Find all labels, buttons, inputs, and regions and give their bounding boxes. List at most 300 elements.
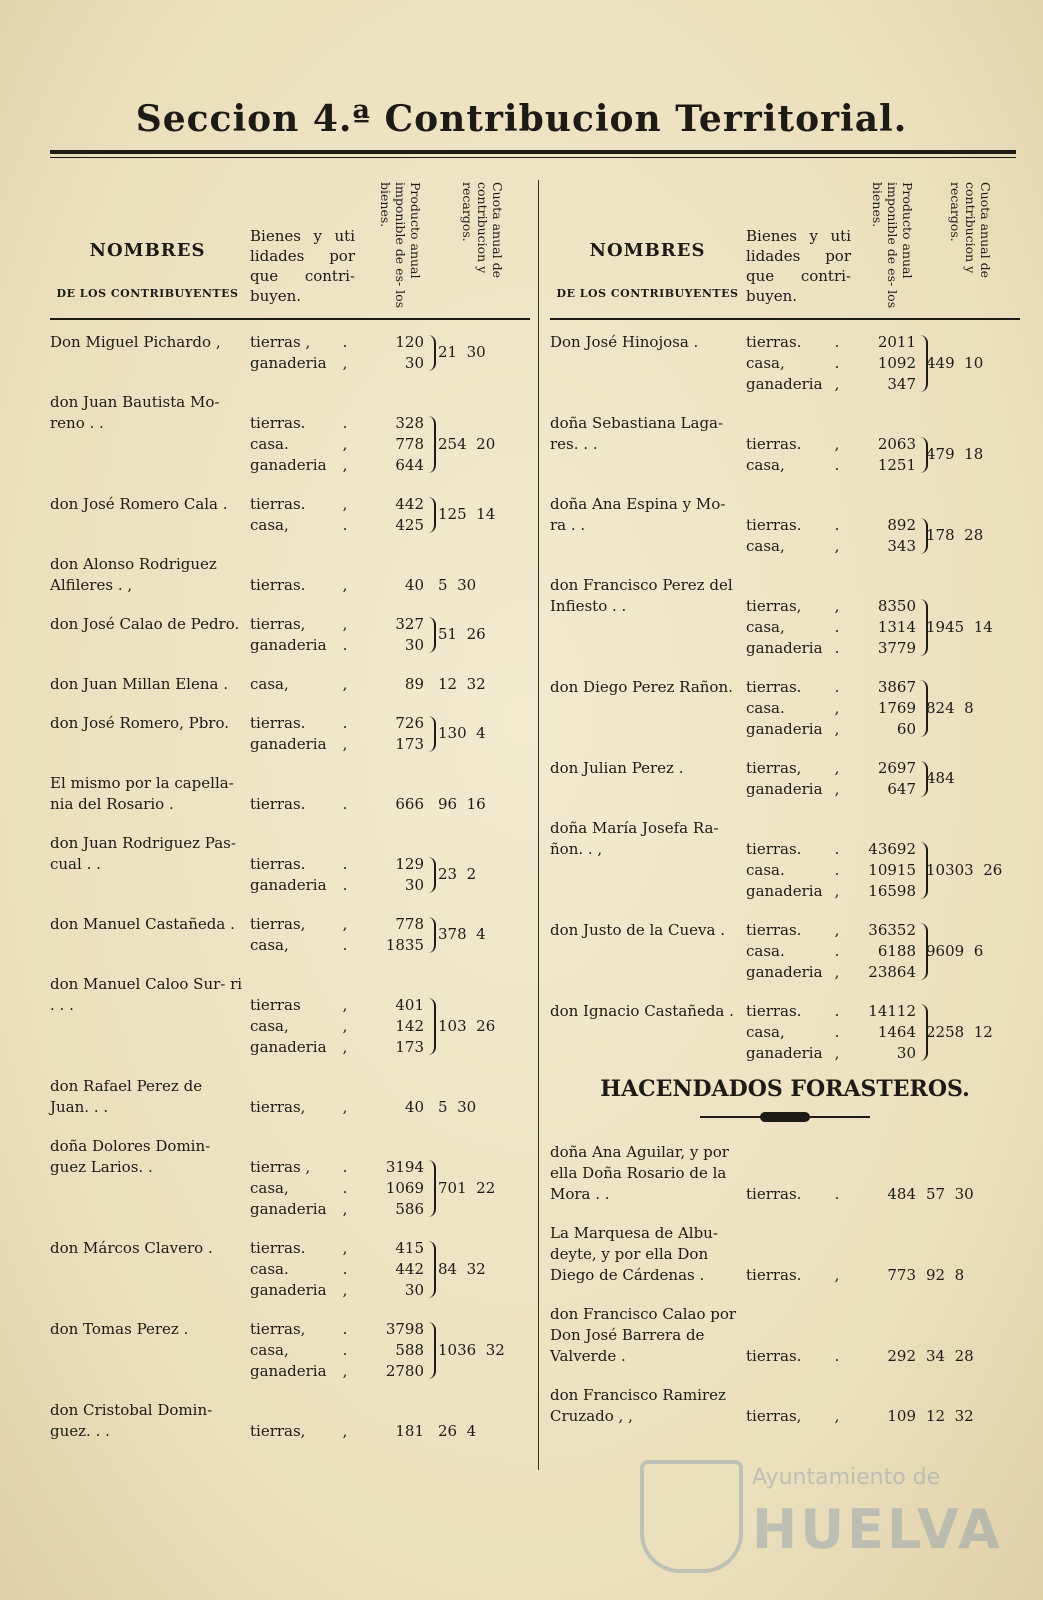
shield-icon	[640, 1460, 743, 1573]
bien-item: ganaderia	[250, 1038, 327, 1056]
right-entry	[550, 818, 1020, 902]
producto-value: 666	[395, 795, 424, 813]
separator-mark: .	[342, 714, 348, 732]
left-entry	[50, 713, 530, 755]
cuota-value: 125 14	[438, 505, 496, 523]
separator-mark: .	[834, 1185, 840, 1203]
right-header	[550, 178, 1020, 320]
separator-mark: ,	[834, 780, 840, 798]
bien-item: tierras,	[746, 759, 802, 777]
separator-mark: ,	[834, 1044, 840, 1062]
producto-value: 347	[887, 375, 916, 393]
left-entry	[50, 773, 530, 815]
contributor-name: don Rafael Perez de Juan. . .	[50, 1077, 203, 1116]
producto-value: 1092	[877, 354, 916, 372]
separator-mark: ,	[342, 1098, 348, 1116]
producto-value: 586	[395, 1200, 424, 1218]
ornament-center	[760, 1112, 810, 1122]
bien-item: casa,	[746, 537, 785, 555]
producto-value: 292	[887, 1347, 916, 1365]
producto-value: 2011	[877, 333, 916, 351]
producto-value: 2780	[385, 1362, 424, 1380]
left-entry	[50, 1319, 530, 1382]
cuota-value: 12 32	[438, 674, 486, 693]
left-entry	[50, 674, 530, 695]
contributor-name: don Francisco Ramirez Cruzado , ,	[550, 1386, 726, 1425]
bien-item: tierras.	[746, 678, 802, 696]
bien-item: tierras,	[250, 915, 306, 933]
brace-mark	[426, 617, 436, 653]
right-entry	[550, 413, 1020, 476]
bien-item: casa,	[746, 618, 785, 636]
producto-value: 181	[395, 1422, 424, 1440]
producto-value: 40	[404, 576, 424, 594]
ornament-divider	[700, 1112, 870, 1122]
bien-item: tierras ,	[250, 333, 311, 351]
left-entry	[50, 1136, 530, 1220]
producto-value: 647	[887, 780, 916, 798]
separator-mark: .	[834, 840, 840, 858]
left-entry	[50, 494, 530, 536]
producto-value: 120	[395, 333, 424, 351]
producto-value: 36352	[868, 921, 916, 939]
producto-value: 773	[887, 1266, 916, 1284]
left-entry	[50, 974, 530, 1058]
forastero-entry	[550, 1304, 1020, 1367]
left-entry	[50, 1400, 530, 1442]
separator-mark: .	[342, 1320, 348, 1338]
contributor-name: don Alonso Rodriguez Alfileres . ,	[50, 555, 217, 594]
separator-mark: ,	[834, 375, 840, 393]
left-entry	[50, 554, 530, 596]
bien-item: casa,	[250, 675, 289, 693]
producto-value: 16598	[868, 882, 916, 900]
bien-item: tierras.	[250, 1239, 306, 1257]
cuota-value: 92 8	[926, 1265, 965, 1284]
separator-mark: ,	[834, 597, 840, 615]
cuota-value: 130 4	[438, 724, 486, 742]
separator-mark: ,	[834, 1407, 840, 1425]
contributor-name: Don José Hinojosa .	[550, 333, 699, 351]
producto-value: 484	[887, 1185, 916, 1203]
contributor-name: doña Ana Espina y Mo- ra . .	[550, 495, 726, 534]
separator-mark: ,	[342, 576, 348, 594]
header-nombres: NOMBRES DE LOS CONTRIBUYENTES	[56, 240, 239, 300]
bien-item: ganaderia	[746, 1044, 823, 1062]
brace-mark	[426, 497, 436, 533]
cuota-value: 34 28	[926, 1346, 974, 1365]
separator-mark: .	[342, 1341, 348, 1359]
producto-value: 778	[395, 435, 424, 453]
bien-item: ganaderia	[250, 1200, 327, 1218]
bien-item: tierras.	[746, 921, 802, 939]
separator-mark: .	[834, 1023, 840, 1041]
separator-mark: .	[342, 1179, 348, 1197]
separator-mark: ,	[342, 1281, 348, 1299]
producto-value: 401	[395, 996, 424, 1014]
separator-mark: .	[834, 861, 840, 879]
separator-mark: ,	[834, 699, 840, 717]
producto-value: 1835	[385, 936, 424, 954]
bien-item: casa,	[250, 1341, 289, 1359]
producto-value: 6188	[877, 942, 916, 960]
bien-item: casa,	[746, 1023, 785, 1041]
bien-item: ganaderia	[250, 876, 327, 894]
bien-item: ganaderia	[746, 720, 823, 738]
right-entry	[550, 1001, 1020, 1064]
separator-mark: ,	[834, 1266, 840, 1284]
separator-mark: ,	[834, 435, 840, 453]
bien-item: tierras.	[746, 1002, 802, 1020]
separator-mark: .	[834, 618, 840, 636]
bien-item: tierras.	[746, 1185, 802, 1203]
contributor-name: La Marquesa de Albu- deyte, y por ella Don Diego de Cárdenas .	[550, 1224, 718, 1284]
bien-item: tierras.	[746, 1266, 802, 1284]
bien-item: tierras.	[746, 516, 802, 534]
brace-mark	[426, 416, 436, 473]
contributor-name: don Juan Millan Elena .	[50, 675, 228, 693]
cuota-value: 10303 26	[926, 860, 1003, 879]
bien-item: casa,	[746, 354, 785, 372]
separator-mark: ,	[342, 1038, 348, 1056]
cuota-value: 1945 14	[926, 617, 993, 636]
separator-mark: ,	[834, 759, 840, 777]
cuota-value: 84 32	[438, 1259, 486, 1278]
bien-item: casa.	[250, 1260, 289, 1278]
separator-mark: ,	[342, 675, 348, 693]
bien-item: ganaderia	[250, 636, 327, 654]
bien-item: tierras,	[250, 1320, 306, 1338]
producto-value: 3798	[385, 1320, 424, 1338]
separator-mark: .	[342, 516, 348, 534]
separator-mark: ,	[834, 882, 840, 900]
bien-item: tierras,	[250, 1098, 306, 1116]
producto-value: 343	[887, 537, 916, 555]
producto-value: 726	[395, 714, 424, 732]
bien-item: tierras.	[746, 1347, 802, 1365]
contributor-name: don Manuel Caloo Sur- ri . . .	[50, 975, 243, 1014]
separator-mark: ,	[342, 435, 348, 453]
forastero-entry	[550, 1385, 1020, 1427]
right-column	[550, 178, 1020, 1425]
producto-value: 142	[395, 1017, 424, 1035]
separator-mark: ,	[342, 495, 348, 513]
right-entry	[550, 677, 1020, 740]
producto-value: 1769	[877, 699, 916, 717]
header-cuota-right: Cuota anual de contribucion y recargos.	[948, 182, 993, 278]
bien-item: tierras,	[746, 597, 802, 615]
bien-item: tierras	[250, 996, 301, 1014]
bien-item: casa,	[746, 456, 785, 474]
producto-value: 778	[395, 915, 424, 933]
bien-item: ganaderia	[250, 456, 327, 474]
producto-value: 2697	[877, 759, 916, 777]
separator-mark: .	[834, 1347, 840, 1365]
contributor-name: doña Sebastiana Laga- res. . .	[550, 414, 724, 453]
cuota-value: 2258 12	[926, 1022, 993, 1041]
contributor-name: don José Romero Cala .	[50, 495, 228, 513]
bien-item: casa.	[746, 699, 785, 717]
header-cuota: Cuota anual de contribucion y recargos.	[460, 182, 505, 278]
header-producto: Producto anual imponible de es- los bienes.	[378, 182, 423, 309]
cuota-value: 57 30	[926, 1184, 974, 1203]
separator-mark: ,	[342, 996, 348, 1014]
bien-item: tierras,	[250, 1422, 306, 1440]
brace-mark	[426, 716, 436, 752]
cuota-value: 26 4	[438, 1421, 477, 1440]
bien-item: tierras.	[250, 576, 306, 594]
cuota-value: 824 8	[926, 698, 974, 717]
bien-item: casa,	[250, 936, 289, 954]
separator-mark: ,	[342, 1239, 348, 1257]
brace-mark	[426, 1241, 436, 1298]
page-title: Seccion 4.ª Contribucion Territorial.	[135, 98, 908, 140]
cuota-value: 51 26	[438, 625, 486, 643]
contributor-name: doña María Josefa Ra- ñon. . ,	[550, 819, 719, 858]
separator-mark: ,	[834, 921, 840, 939]
producto-value: 109	[887, 1407, 916, 1425]
producto-value: 43692	[868, 840, 916, 858]
producto-value: 10915	[868, 861, 916, 879]
bien-item: ganaderia	[746, 963, 823, 981]
cuota-value: 21 30	[438, 343, 486, 361]
bien-item: casa,	[250, 1017, 289, 1035]
right-entry	[550, 575, 1020, 659]
brace-mark	[426, 857, 436, 893]
bien-item: ganaderia	[746, 780, 823, 798]
cuota-value: 254 20	[438, 434, 496, 453]
producto-value: 14112	[868, 1002, 916, 1020]
forasteros-title: HACENDADOS FORASTEROS.	[600, 1076, 970, 1102]
producto-value: 442	[395, 1260, 424, 1278]
separator-mark: .	[834, 354, 840, 372]
watermark-line2: HUELVA	[752, 1498, 1003, 1561]
watermark-line1: Ayuntamiento de	[752, 1465, 941, 1490]
left-entry	[50, 833, 530, 896]
left-entry	[50, 392, 530, 476]
right-entry	[550, 758, 1020, 800]
left-entry	[50, 914, 530, 956]
producto-value: 3867	[877, 678, 916, 696]
separator-mark: .	[342, 855, 348, 873]
cuota-value: 103 26	[438, 1016, 496, 1035]
bien-item: ganaderia	[250, 735, 327, 753]
producto-value: 327	[395, 615, 424, 633]
cuota-value: 484	[926, 769, 955, 787]
bien-item: ganaderia	[746, 882, 823, 900]
bien-item: ganaderia	[250, 354, 327, 372]
separator-mark: ,	[342, 1200, 348, 1218]
bien-item: tierras.	[746, 333, 802, 351]
column-divider	[538, 180, 539, 1470]
producto-value: 89	[404, 675, 424, 693]
contributor-name: don Julian Perez .	[550, 759, 684, 777]
cuota-value: 5 30	[438, 575, 477, 594]
separator-mark: ,	[834, 537, 840, 555]
producto-value: 30	[404, 1281, 424, 1299]
cuota-value: 96 16	[438, 794, 486, 813]
producto-value: 30	[404, 636, 424, 654]
left-header	[50, 178, 530, 320]
header-producto-right: Producto anual imponible de es- los bienes.	[870, 182, 915, 309]
left-entry	[50, 1238, 530, 1301]
separator-mark: ,	[342, 615, 348, 633]
title-rule	[50, 150, 1016, 154]
separator-mark: .	[342, 333, 348, 351]
brace-mark	[426, 998, 436, 1055]
cuota-value: 178 28	[926, 526, 984, 544]
contributor-name: don Francisco Perez del Infiesto . .	[550, 576, 733, 615]
producto-value: 892	[887, 516, 916, 534]
separator-mark: .	[342, 1260, 348, 1278]
separator-mark: .	[834, 639, 840, 657]
producto-value: 1251	[877, 456, 916, 474]
separator-mark: ,	[342, 1017, 348, 1035]
contributor-name: don Francisco Calao por Don José Barrera de Valverde .	[550, 1305, 737, 1365]
bien-item: tierras.	[746, 840, 802, 858]
bien-item: ganaderia	[250, 1281, 327, 1299]
separator-mark: ,	[342, 915, 348, 933]
producto-value: 644	[395, 456, 424, 474]
bien-item: tierras.	[250, 495, 306, 513]
bien-item: tierras,	[250, 615, 306, 633]
cuota-value: 12 32	[926, 1406, 974, 1425]
contributor-name: don Juan Bautista Mo- reno . .	[50, 393, 220, 432]
bien-item: tierras.	[250, 714, 306, 732]
contributor-name: don Diego Perez Rañon.	[550, 678, 733, 696]
separator-mark: .	[834, 516, 840, 534]
header-bienes-right: Bienes y uti lidades por que contri- buyen.	[746, 227, 851, 305]
producto-value: 1464	[877, 1023, 916, 1041]
separator-mark: .	[342, 414, 348, 432]
cuota-value: 449 10	[926, 353, 984, 372]
bien-item: tierras.	[250, 795, 306, 813]
producto-value: 30	[404, 876, 424, 894]
bien-item: casa.	[746, 861, 785, 879]
contributor-name: don Manuel Castañeda .	[50, 915, 235, 933]
producto-value: 30	[896, 1044, 916, 1062]
contributor-name: don Cristobal Domin- guez. . .	[50, 1401, 213, 1440]
producto-value: 3779	[877, 639, 916, 657]
producto-value: 328	[395, 414, 424, 432]
contributor-name: don Ignacio Castañeda .	[550, 1002, 734, 1020]
contributor-name: don Márcos Clavero .	[50, 1239, 213, 1257]
bien-item: casa.	[250, 435, 289, 453]
producto-value: 173	[395, 735, 424, 753]
separator-mark: ,	[342, 1362, 348, 1380]
producto-value: 1069	[385, 1179, 424, 1197]
cuota-value: 5 30	[438, 1097, 477, 1116]
separator-mark: ,	[342, 1422, 348, 1440]
producto-value: 60	[896, 720, 916, 738]
forastero-entry	[550, 1142, 1020, 1205]
left-entry	[50, 1076, 530, 1118]
bien-item: ganaderia	[746, 375, 823, 393]
contributor-name: doña Dolores Domin- guez Larios. .	[50, 1137, 211, 1176]
brace-mark	[426, 1160, 436, 1217]
separator-mark: ,	[834, 720, 840, 738]
bien-item: casa.	[746, 942, 785, 960]
producto-value: 3194	[385, 1158, 424, 1176]
bien-item: tierras,	[746, 1407, 802, 1425]
bien-item: ganaderia	[746, 639, 823, 657]
watermark	[640, 1460, 1003, 1570]
cuota-value: 378 4	[438, 925, 486, 943]
cuota-value: 23 2	[438, 865, 477, 883]
separator-mark: .	[342, 795, 348, 813]
header-nombres-right: NOMBRES DE LOS CONTRIBUYENTES	[556, 240, 739, 300]
contributor-name: don Justo de la Cueva .	[550, 921, 725, 939]
contributor-name: doña Ana Aguilar, y por ella Doña Rosario de la Mora . .	[550, 1143, 729, 1203]
separator-mark: .	[834, 678, 840, 696]
producto-value: 23864	[868, 963, 916, 981]
brace-mark	[426, 335, 436, 371]
separator-mark: ,	[342, 456, 348, 474]
right-entry	[550, 332, 1020, 395]
producto-value: 1314	[877, 618, 916, 636]
cuota-value: 1036 32	[438, 1340, 505, 1359]
producto-value: 588	[395, 1341, 424, 1359]
producto-value: 30	[404, 354, 424, 372]
header-bienes: Bienes y uti lidades por que contri- buyen.	[250, 227, 355, 305]
separator-mark: .	[342, 936, 348, 954]
contributor-name: don José Calao de Pedro.	[50, 615, 240, 633]
contributor-name: El mismo por la capella- nia del Rosario .	[50, 774, 234, 813]
bien-item: casa,	[250, 516, 289, 534]
bien-item: ganaderia	[250, 1362, 327, 1380]
producto-value: 8350	[877, 597, 916, 615]
producto-value: 415	[395, 1239, 424, 1257]
producto-value: 129	[395, 855, 424, 873]
bien-item: tierras.	[746, 435, 802, 453]
separator-mark: ,	[834, 963, 840, 981]
left-entry	[50, 614, 530, 656]
separator-mark: .	[834, 456, 840, 474]
producto-value: 2063	[877, 435, 916, 453]
contributor-name: don Tomas Perez .	[50, 1320, 189, 1338]
separator-mark: .	[834, 1002, 840, 1020]
left-column	[50, 178, 530, 1440]
bien-item: casa,	[250, 1179, 289, 1197]
producto-value: 442	[395, 495, 424, 513]
contributor-name: don José Romero, Pbro.	[50, 714, 230, 732]
right-entry	[550, 494, 1020, 557]
separator-mark: ,	[342, 735, 348, 753]
separator-mark: .	[834, 333, 840, 351]
separator-mark: .	[342, 1158, 348, 1176]
separator-mark: .	[342, 876, 348, 894]
producto-value: 173	[395, 1038, 424, 1056]
forastero-entry	[550, 1223, 1020, 1286]
bien-item: tierras ,	[250, 1158, 311, 1176]
separator-mark: ,	[342, 354, 348, 372]
producto-value: 425	[395, 516, 424, 534]
brace-mark	[426, 1322, 436, 1379]
title-rule-thin	[50, 157, 1016, 158]
separator-mark: .	[834, 942, 840, 960]
brace-mark	[426, 917, 436, 953]
producto-value: 40	[404, 1098, 424, 1116]
cuota-value: 479 18	[926, 445, 984, 463]
left-entry	[50, 332, 530, 374]
contributor-name: Don Miguel Pichardo ,	[50, 333, 221, 351]
right-entry	[550, 920, 1020, 983]
bien-item: tierras.	[250, 855, 306, 873]
separator-mark: .	[342, 636, 348, 654]
cuota-value: 9609 6	[926, 941, 984, 960]
contributor-name: don Juan Rodriguez Pas- cual . .	[50, 834, 236, 873]
bien-item: tierras.	[250, 414, 306, 432]
